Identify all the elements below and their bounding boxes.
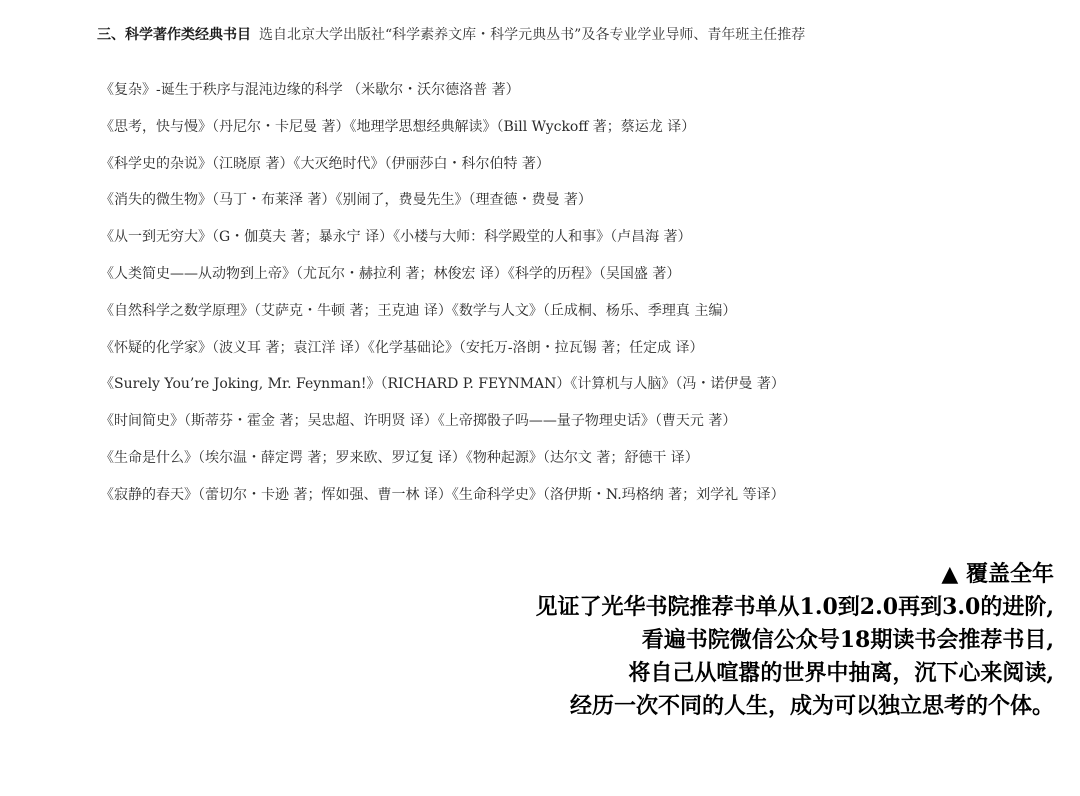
section-note: 选自北京大学出版社“科学素养文库・科学元典丛书”及各专业学业导师、青年班主任推荐 xyxy=(259,27,806,43)
book-list-item: 《思考，快与慢》（丹尼尔・卡尼曼 著）《地理学思想经典解读》（Bill Wyckoff 著；蔡运龙 译） xyxy=(100,118,696,135)
caption-line: 经历一次不同的人生，成为可以独立思考的个体。 xyxy=(569,693,1054,719)
caption-tag: ▲ 覆盖全年 xyxy=(941,561,1054,587)
section-title: 三、科学著作类经典书目 xyxy=(97,27,251,43)
book-list-item: 《消失的微生物》（马丁・布莱泽 著）《别闹了，费曼先生》（理查德・费曼 著） xyxy=(100,192,592,209)
book-list-item: 《Surely You’re Joking, Mr. Feynman!》（RICHARD P. FEYNMAN）《计算机与人脑》（冯・诺伊曼 著） xyxy=(100,376,785,393)
book-list-item: 《寂静的春天》（蕾切尔・卡逊 著；恽如强、曹一林 译）《生命科学史》（洛伊斯・N.玛格纳 著；刘学礼 等译） xyxy=(100,486,785,503)
book-list-item: 《怀疑的化学家》（波义耳 著；袁江洋 译）《化学基础论》（安托万-洛朗・拉瓦锡 著；任定成 译） xyxy=(100,339,704,356)
book-list-item: 《从一到无穷大》（G・伽莫夫 著；暴永宁 译）《小楼与大师：科学殿堂的人和事》（卢昌海 著） xyxy=(100,229,692,246)
caption-line: 看遍书院微信公众号18期读书会推荐书目, xyxy=(641,627,1054,653)
caption-line: 见证了光华书院推荐书单从1.0到2.0再到3.0的进阶, xyxy=(535,594,1054,620)
book-list-item: 《时间简史》（斯蒂芬・霍金 著；吴忠超、许明贤 译）《上帝掷骰子吗——量子物理史话》（曹天元 著） xyxy=(100,413,737,430)
section-header xyxy=(97,25,805,45)
book-list-item: 《生命是什么》（埃尔温・薛定谔 著；罗来欧、罗辽复 译）《物种起源》（达尔文 著；舒德干 译） xyxy=(100,449,699,466)
book-list-item: 《科学史的杂说》（江晓原 著）《大灭绝时代》（伊丽莎白・科尔伯特 著） xyxy=(100,155,550,172)
caption-block xyxy=(536,558,1054,723)
book-list-item: 《人类简史——从动物到上帝》（尤瓦尔・赫拉利 著；林俊宏 译）《科学的历程》（吴国盛 著） xyxy=(100,265,681,282)
book-list xyxy=(100,80,785,522)
caption-line: 将自己从喧嚣的世界中抽离，沉下心来阅读, xyxy=(628,660,1054,686)
book-list-item: 《复杂》-诞生于秩序与混沌边缘的科学 （米歇尔・沃尔德洛普 著） xyxy=(100,82,520,98)
book-list-item: 《自然科学之数学原理》（艾萨克・牛顿 著；王克迪 译）《数学与人文》（丘成桐、杨乐、季理真 主编） xyxy=(100,302,737,319)
